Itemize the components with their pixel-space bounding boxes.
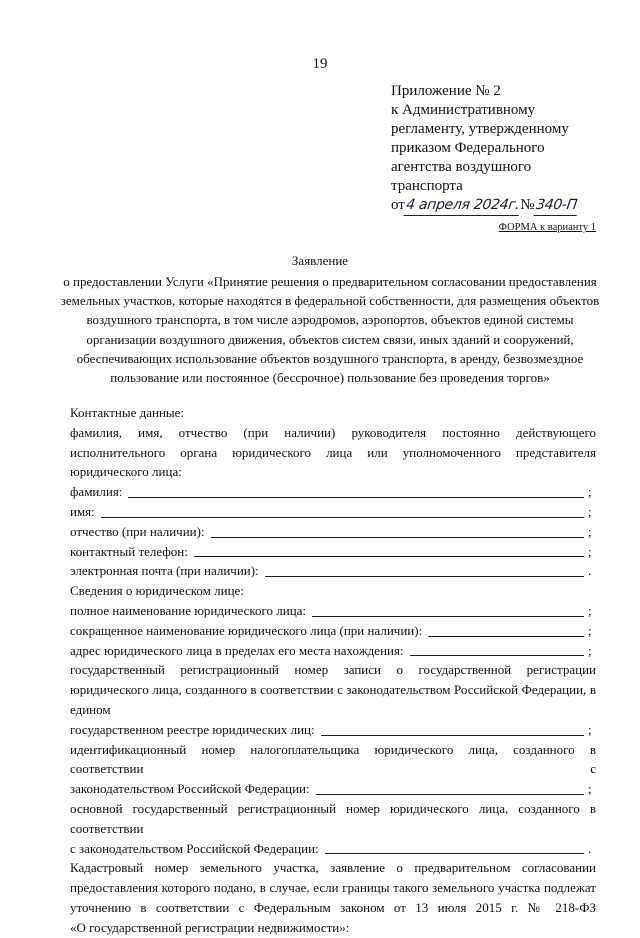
semicolon: ; [588,543,592,559]
inn-label: законодательством Российской Федерации: [70,781,310,797]
period: . [588,563,592,579]
appendix-line: агентства воздушного [391,159,532,175]
phone-field[interactable] [194,555,584,557]
short-name-field[interactable] [428,635,584,637]
semicolon: ; [588,781,592,797]
from-label: от [391,197,405,213]
inn-field[interactable] [316,793,584,795]
inn-text: идентификационный номер налогоплательщика юридического лица, созданного в соответствии с [70,741,596,777]
ogrn-field[interactable] [321,734,584,736]
address-field[interactable] [410,654,584,656]
name-label: имя: [70,503,95,519]
semicolon: ; [588,622,592,638]
semicolon: ; [588,642,592,658]
surname-label: фамилия: [70,484,123,500]
surname-row [70,482,596,502]
email-label: электронная почта (при наличии): [70,563,259,579]
short-name-label: сокращенное наименование юридического лица (при наличии): [70,622,423,638]
main-reg-label: с законодательством Российской Федерации: [70,840,319,856]
appendix-line: регламенту, утвержденному [391,121,569,137]
legal-heading: Сведения о юридическом лице: [70,583,244,599]
patronymic-field[interactable] [211,536,584,538]
semicolon: ; [588,523,592,539]
email-field[interactable] [265,575,584,577]
document-subtitle: о предоставлении Услуги «Принятие решения о предварительном согласовании предоставления земельных участков, которые находятся в федеральной собственности, для размещения объектов воздушного транспорта, в том числе аэродромов, аэропортов, объектов единой системы организации воздушного движения, объектов систем связи, иных зданий и сооружений, обеспечивающих использование объектов воздушного транспорта, в аренду, безвозмездное пользование или постоянное (бессрочное) пользование без проведения торгов» [60,274,600,386]
appendix-line: к Административному [391,102,536,118]
name-row [70,502,596,522]
appendix-block [391,82,577,216]
main-reg-row [70,839,596,859]
period: . [588,840,592,856]
full-name-field[interactable] [312,615,584,617]
number-label: № [520,197,535,213]
ogrn-label: государственном реестре юридических лиц: [70,721,315,737]
document-title: Заявление [291,253,349,268]
semicolon: ; [588,503,592,519]
main-reg-field[interactable] [325,852,584,854]
short-name-row [70,621,596,641]
patronymic-label: отчество (при наличии): [70,523,205,539]
contacts-heading: Контактные данные: [70,405,185,420]
semicolon: ; [588,602,592,618]
address-row [70,641,596,661]
cadastral-text: Кадастровый номер земельного участка, заявление о предварительном согласовании предоставления которого подано, в случае, если границы такого земельного участка подлежат уточнению в соответствии с Федеральным законом от 13 июля 2015 г. № 218-ФЗ [70,860,596,915]
phone-label: контактный телефон: [70,543,188,559]
phone-row [70,542,596,562]
application-form [70,403,596,938]
head-intro: фамилия, имя, отчество (при наличии) руководителя постоянно действующего исполнительного органа юридического лица или уполномоченного представителя юридического лица: [70,424,596,480]
handwritten-number: 340-П [533,196,579,216]
surname-field[interactable] [128,496,584,498]
full-name-row [70,601,596,621]
forma-label: ФОРМА к варианту 1 [498,222,596,233]
ogrn-row [70,720,596,740]
name-field[interactable] [101,516,584,518]
semicolon: ; [588,721,592,737]
appendix-line: Приложение № 2 [391,83,501,99]
handwritten-date: 4 апреля 2024г. [403,196,521,216]
appendix-line: приказом Федерального [391,140,545,156]
address-label: адрес юридического лица в пределах его места нахождения: [70,642,404,658]
main-reg-text: основной государственный регистрационный номер юридического лица, созданного в соответствии [70,800,596,836]
full-name-label: полное наименование юридического лица: [70,602,307,618]
page-number: 19 [312,56,328,72]
cadastral-last: «О государственной регистрации недвижимости»: [70,919,350,935]
order-date-line [391,196,577,216]
email-row [70,561,596,581]
patronymic-row [70,522,596,542]
inn-row [70,779,596,799]
semicolon: ; [588,484,592,500]
appendix-line: транспорта [391,178,463,194]
ogrn-text: государственный регистрационный номер записи о государственной регистрации юридического лица, созданного в соответствии с законодательством Российской Федерации, в едином [70,662,596,717]
